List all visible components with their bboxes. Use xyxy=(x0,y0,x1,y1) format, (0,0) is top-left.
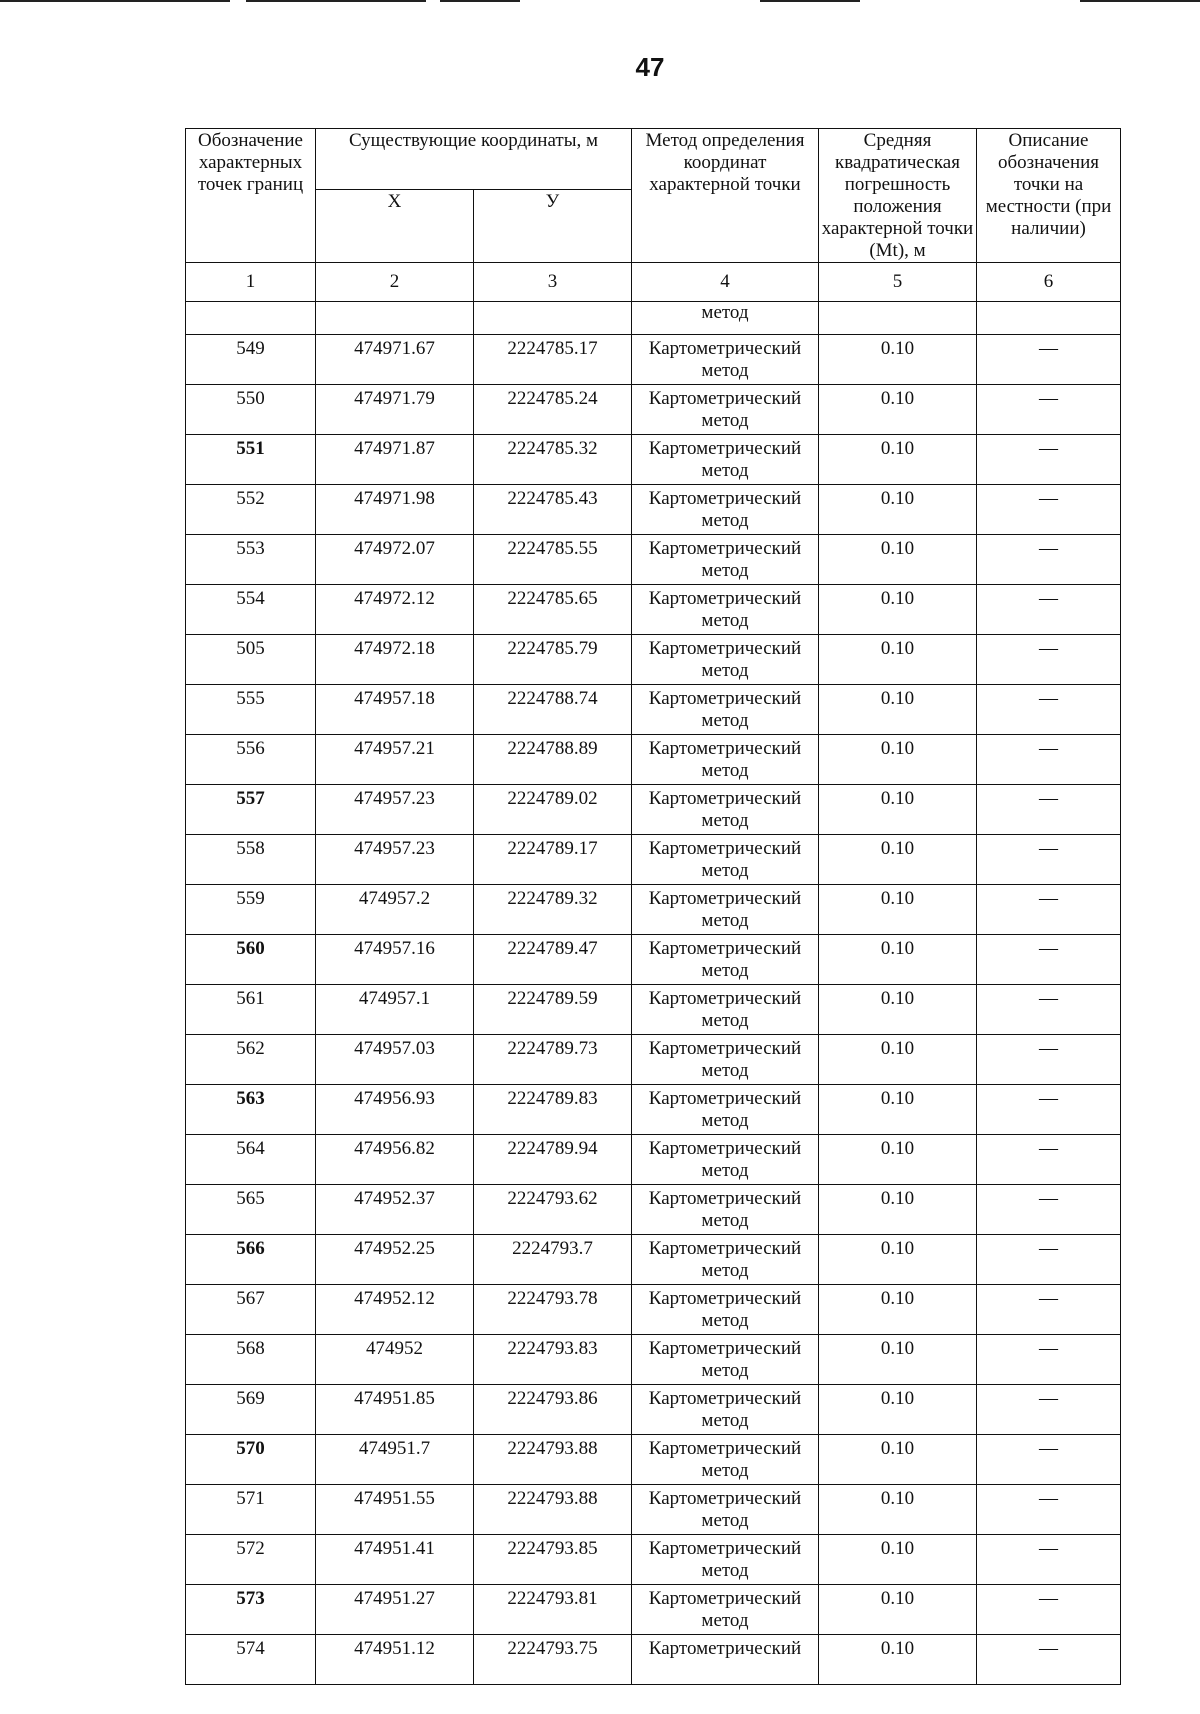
point-number: 569 xyxy=(186,1385,316,1435)
point-description: — xyxy=(977,1485,1121,1535)
mean-error: 0.10 xyxy=(819,385,977,435)
point-number: 557 xyxy=(186,785,316,835)
table-row xyxy=(186,785,1121,835)
coord-y: 2224789.73 xyxy=(474,1035,632,1085)
empty-cell xyxy=(186,302,316,335)
empty-cell xyxy=(316,302,474,335)
point-description: — xyxy=(977,985,1121,1035)
coord-y: 2224793.81 xyxy=(474,1585,632,1635)
coord-x: 474956.82 xyxy=(316,1135,474,1185)
empty-cell xyxy=(474,302,632,335)
point-description: — xyxy=(977,485,1121,535)
point-number: 552 xyxy=(186,485,316,535)
method-cell xyxy=(632,335,819,385)
coord-y: 2224785.32 xyxy=(474,435,632,485)
table-row xyxy=(186,585,1121,635)
table-row xyxy=(186,685,1121,735)
point-description: — xyxy=(977,435,1121,485)
empty-cell xyxy=(819,302,977,335)
point-number: 505 xyxy=(186,635,316,685)
header-mean-error: Средняя квадратическая погрешность положения характерной точки (Mt), м xyxy=(819,129,977,263)
coord-x: 474972.18 xyxy=(316,635,474,685)
header-method: Метод определения координат характерной точки xyxy=(632,129,819,263)
continuation-row xyxy=(186,302,1121,335)
point-description: — xyxy=(977,385,1121,435)
coord-y: 2224789.94 xyxy=(474,1135,632,1185)
method-cell xyxy=(632,385,819,435)
method-line1: Картометрический xyxy=(648,838,802,859)
method-line2: метод xyxy=(701,1510,749,1531)
method-cell xyxy=(632,1385,819,1435)
coordinates-table xyxy=(185,128,1121,1685)
method-cell xyxy=(632,1235,819,1285)
method-line1: Картометрический xyxy=(648,1138,802,1159)
coord-y: 2224793.7 xyxy=(474,1235,632,1285)
method-line2: метод xyxy=(701,510,749,531)
coord-x: 474951.55 xyxy=(316,1485,474,1535)
table-row xyxy=(186,885,1121,935)
point-number: 556 xyxy=(186,735,316,785)
mean-error: 0.10 xyxy=(819,1535,977,1585)
table-row xyxy=(186,485,1121,535)
header-y: У xyxy=(474,189,632,262)
coord-x: 474957.16 xyxy=(316,935,474,985)
coord-x: 474957.03 xyxy=(316,1035,474,1085)
method-line2: метод xyxy=(701,1410,749,1431)
point-description: — xyxy=(977,1435,1121,1485)
header-x: Х xyxy=(316,189,474,262)
mean-error: 0.10 xyxy=(819,1435,977,1485)
table-row xyxy=(186,1435,1121,1485)
method-cell xyxy=(632,1185,819,1235)
coord-y: 2224793.88 xyxy=(474,1485,632,1535)
method-line1: Картометрический xyxy=(648,1288,802,1309)
method-line1: Картометрический xyxy=(648,1238,802,1259)
mean-error: 0.10 xyxy=(819,885,977,935)
mean-error: 0.10 xyxy=(819,485,977,535)
page-number: 47 xyxy=(635,52,665,82)
coord-x: 474971.79 xyxy=(316,385,474,435)
method-cell xyxy=(632,1535,819,1585)
coord-x: 474956.93 xyxy=(316,1085,474,1135)
coord-x: 474952.12 xyxy=(316,1285,474,1335)
method-cell xyxy=(632,1035,819,1085)
method-line1: Картометрический xyxy=(648,738,802,759)
point-number: 549 xyxy=(186,335,316,385)
header-point-designation: Обозначение характерных точек границ xyxy=(186,129,316,263)
method-line2: метод xyxy=(701,1560,749,1581)
point-number: 559 xyxy=(186,885,316,935)
method-cell xyxy=(632,535,819,585)
column-number: 1 xyxy=(186,263,316,302)
method-line2: метод xyxy=(701,710,749,731)
mean-error: 0.10 xyxy=(819,335,977,385)
point-number: 568 xyxy=(186,1335,316,1385)
coord-x: 474957.1 xyxy=(316,985,474,1035)
point-number: 565 xyxy=(186,1185,316,1235)
coord-y: 2224785.17 xyxy=(474,335,632,385)
point-number: 562 xyxy=(186,1035,316,1085)
table-row xyxy=(186,385,1121,435)
method-line1: Картометрический xyxy=(648,1488,802,1509)
column-number: 2 xyxy=(316,263,474,302)
point-number: 550 xyxy=(186,385,316,435)
coord-y: 2224793.86 xyxy=(474,1385,632,1435)
mean-error: 0.10 xyxy=(819,535,977,585)
method-cell xyxy=(632,635,819,685)
coord-x: 474972.12 xyxy=(316,585,474,635)
table-row xyxy=(186,535,1121,585)
point-description: — xyxy=(977,1535,1121,1585)
method-line2: метод xyxy=(701,810,749,831)
coord-x: 474957.23 xyxy=(316,785,474,835)
method-line1: Картометрический xyxy=(648,1188,802,1209)
coord-y: 2224788.89 xyxy=(474,735,632,785)
coord-y: 2224793.62 xyxy=(474,1185,632,1235)
table-row xyxy=(186,1585,1121,1635)
method-line1: Картометрический xyxy=(648,1338,802,1359)
coord-x: 474957.2 xyxy=(316,885,474,935)
mean-error: 0.10 xyxy=(819,435,977,485)
method-cell xyxy=(632,435,819,485)
table-row xyxy=(186,1535,1121,1585)
method-line1: Картометрический xyxy=(648,688,802,709)
coord-x: 474957.18 xyxy=(316,685,474,735)
point-number: 567 xyxy=(186,1285,316,1335)
empty-cell xyxy=(977,302,1121,335)
mean-error: 0.10 xyxy=(819,1035,977,1085)
point-description: — xyxy=(977,1185,1121,1235)
method-cell xyxy=(632,935,819,985)
coord-x: 474952.37 xyxy=(316,1185,474,1235)
mean-error: 0.10 xyxy=(819,735,977,785)
table-row xyxy=(186,985,1121,1035)
coord-x: 474951.41 xyxy=(316,1535,474,1585)
method-cell xyxy=(632,1085,819,1135)
point-description: — xyxy=(977,1385,1121,1435)
coord-y: 2224793.85 xyxy=(474,1535,632,1585)
method-line1: Картометрический xyxy=(648,1538,802,1559)
coord-y: 2224789.02 xyxy=(474,785,632,835)
mean-error: 0.10 xyxy=(819,685,977,735)
coord-y: 2224785.79 xyxy=(474,635,632,685)
method-cell xyxy=(632,685,819,735)
coord-x: 474971.87 xyxy=(316,435,474,485)
column-number: 4 xyxy=(632,263,819,302)
column-number: 6 xyxy=(977,263,1121,302)
method-line1: Картометрический xyxy=(648,488,802,509)
method-cell xyxy=(632,885,819,935)
method-line1: Картометрический xyxy=(648,388,802,409)
table-row xyxy=(186,1185,1121,1235)
point-description: — xyxy=(977,585,1121,635)
method-line2: метод xyxy=(701,860,749,881)
table-row xyxy=(186,1385,1121,1435)
point-description: — xyxy=(977,1335,1121,1385)
mean-error: 0.10 xyxy=(819,1335,977,1385)
point-number: 554 xyxy=(186,585,316,635)
mean-error: 0.10 xyxy=(819,635,977,685)
method-line1: Картометрический xyxy=(648,1388,802,1409)
method-line1: Картометрический xyxy=(648,588,802,609)
method-line2: метод xyxy=(701,1260,749,1281)
method-line2: метод xyxy=(701,660,749,681)
point-number: 573 xyxy=(186,1585,316,1635)
coord-x: 474952 xyxy=(316,1335,474,1385)
point-description: — xyxy=(977,785,1121,835)
coord-x: 474951.27 xyxy=(316,1585,474,1635)
mean-error: 0.10 xyxy=(819,1085,977,1135)
coord-y: 2224793.83 xyxy=(474,1335,632,1385)
coord-x: 474971.67 xyxy=(316,335,474,385)
method-line1: Картометрический xyxy=(648,1588,802,1609)
method-line1: Картометрический xyxy=(648,1088,802,1109)
mean-error: 0.10 xyxy=(819,1485,977,1535)
method-line2: метод xyxy=(701,610,749,631)
method-line2: метод xyxy=(701,460,749,481)
method-line1: Картометрический xyxy=(648,438,802,459)
method-cell xyxy=(632,1435,819,1485)
table-row xyxy=(186,1085,1121,1135)
point-description: — xyxy=(977,835,1121,885)
method-line2: метод xyxy=(701,1110,749,1131)
point-description: — xyxy=(977,885,1121,935)
coord-y: 2224789.83 xyxy=(474,1085,632,1135)
coord-y: 2224793.75 xyxy=(474,1635,632,1685)
point-number: 555 xyxy=(186,685,316,735)
method-line2: метод xyxy=(701,1360,749,1381)
method-cell xyxy=(632,585,819,635)
point-description: — xyxy=(977,735,1121,785)
table-row xyxy=(186,635,1121,685)
header-existing-coordinates: Существующие координаты, м xyxy=(316,129,632,190)
method-cell xyxy=(632,785,819,835)
column-number: 5 xyxy=(819,263,977,302)
mean-error: 0.10 xyxy=(819,785,977,835)
point-description: — xyxy=(977,335,1121,385)
point-description: — xyxy=(977,1285,1121,1335)
method-cell xyxy=(632,1285,819,1335)
method-line1: Картометрический xyxy=(648,788,802,809)
coord-x: 474951.85 xyxy=(316,1385,474,1435)
method-line2: метод xyxy=(701,1210,749,1231)
column-number-row xyxy=(186,263,1121,302)
point-description: — xyxy=(977,685,1121,735)
mean-error: 0.10 xyxy=(819,985,977,1035)
coord-y: 2224785.24 xyxy=(474,385,632,435)
coord-y: 2224788.74 xyxy=(474,685,632,735)
method-cell xyxy=(632,1585,819,1635)
method-line2: метод xyxy=(701,960,749,981)
method-line2: метод xyxy=(701,1310,749,1331)
table-row xyxy=(186,435,1121,485)
table-row xyxy=(186,1335,1121,1385)
table-row xyxy=(186,1135,1121,1185)
point-description: — xyxy=(977,535,1121,585)
method-line2: метод xyxy=(701,1010,749,1031)
point-number: 553 xyxy=(186,535,316,585)
coord-y: 2224785.43 xyxy=(474,485,632,535)
point-number: 574 xyxy=(186,1635,316,1685)
mean-error: 0.10 xyxy=(819,1285,977,1335)
point-description: — xyxy=(977,1235,1121,1285)
coord-y: 2224793.88 xyxy=(474,1435,632,1485)
table-row xyxy=(186,1635,1121,1685)
point-description: — xyxy=(977,1635,1121,1685)
mean-error: 0.10 xyxy=(819,585,977,635)
method-cell xyxy=(632,985,819,1035)
point-number: 560 xyxy=(186,935,316,985)
method-line2: метод xyxy=(701,360,749,381)
coord-y: 2224789.32 xyxy=(474,885,632,935)
method-line2: метод xyxy=(701,1610,749,1631)
method-line2: метод xyxy=(701,1060,749,1081)
method-continuation: метод xyxy=(632,302,819,335)
table-row xyxy=(186,335,1121,385)
point-description: — xyxy=(977,1135,1121,1185)
point-number: 572 xyxy=(186,1535,316,1585)
method-cell xyxy=(632,1635,819,1685)
method-line2: метод xyxy=(701,1460,749,1481)
coord-x: 474957.23 xyxy=(316,835,474,885)
coord-y: 2224789.59 xyxy=(474,985,632,1035)
coord-x: 474952.25 xyxy=(316,1235,474,1285)
method-line1: Картометрический xyxy=(648,888,802,909)
table-row xyxy=(186,1235,1121,1285)
coord-x: 474951.12 xyxy=(316,1635,474,1685)
method-cell xyxy=(632,1485,819,1535)
point-description: — xyxy=(977,635,1121,685)
method-line1: Картометрический xyxy=(648,988,802,1009)
method-line1: Картометрический xyxy=(648,1638,802,1659)
method-line1: Картометрический xyxy=(648,538,802,559)
method-line2: метод xyxy=(701,910,749,931)
mean-error: 0.10 xyxy=(819,1135,977,1185)
method-cell xyxy=(632,1335,819,1385)
point-number: 566 xyxy=(186,1235,316,1285)
method-line1: Картометрический xyxy=(648,338,802,359)
point-number: 558 xyxy=(186,835,316,885)
method-line1: Картометрический xyxy=(648,638,802,659)
method-line1: Картометрический xyxy=(648,1038,802,1059)
point-description: — xyxy=(977,1585,1121,1635)
column-number: 3 xyxy=(474,263,632,302)
method-line2: метод xyxy=(701,560,749,581)
table-row xyxy=(186,1485,1121,1535)
method-line2: метод xyxy=(701,1160,749,1181)
table-row xyxy=(186,935,1121,985)
method-line1: Картометрический xyxy=(648,938,802,959)
point-number: 571 xyxy=(186,1485,316,1535)
method-cell xyxy=(632,835,819,885)
mean-error: 0.10 xyxy=(819,1235,977,1285)
point-number: 564 xyxy=(186,1135,316,1185)
point-description: — xyxy=(977,1085,1121,1135)
method-cell xyxy=(632,735,819,785)
table-row xyxy=(186,1285,1121,1335)
method-line1: Картометрический xyxy=(648,1438,802,1459)
mean-error: 0.10 xyxy=(819,1385,977,1435)
mean-error: 0.10 xyxy=(819,1585,977,1635)
mean-error: 0.10 xyxy=(819,1635,977,1685)
table-row xyxy=(186,835,1121,885)
mean-error: 0.10 xyxy=(819,935,977,985)
point-number: 570 xyxy=(186,1435,316,1485)
method-cell xyxy=(632,485,819,535)
point-description: — xyxy=(977,935,1121,985)
coord-x: 474972.07 xyxy=(316,535,474,585)
method-line2: метод xyxy=(701,760,749,781)
point-description: — xyxy=(977,1035,1121,1085)
coord-y: 2224789.17 xyxy=(474,835,632,885)
mean-error: 0.10 xyxy=(819,1185,977,1235)
coord-y: 2224785.55 xyxy=(474,535,632,585)
coord-x: 474971.98 xyxy=(316,485,474,535)
coord-y: 2224789.47 xyxy=(474,935,632,985)
coord-y: 2224793.78 xyxy=(474,1285,632,1335)
coord-x: 474957.21 xyxy=(316,735,474,785)
coord-x: 474951.7 xyxy=(316,1435,474,1485)
point-number: 551 xyxy=(186,435,316,485)
header-description: Описание обозначения точки на местности (при наличии) xyxy=(977,129,1121,263)
table-row xyxy=(186,1035,1121,1085)
method-cell xyxy=(632,1135,819,1185)
mean-error: 0.10 xyxy=(819,835,977,885)
coord-y: 2224785.65 xyxy=(474,585,632,635)
point-number: 563 xyxy=(186,1085,316,1135)
point-number: 561 xyxy=(186,985,316,1035)
table-row xyxy=(186,735,1121,785)
scan-top-border xyxy=(0,0,1200,3)
method-line2: метод xyxy=(701,410,749,431)
